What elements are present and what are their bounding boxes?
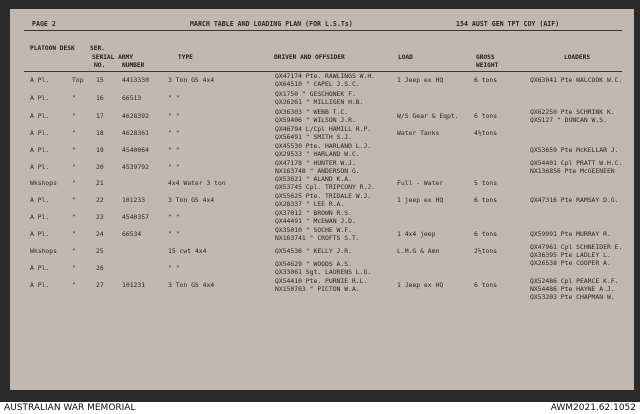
vehicle-type-cell: " " [168, 94, 180, 102]
top-cell: " [72, 213, 76, 221]
loader-cell: QX63041 Pte WALCOOK W.C. [530, 76, 623, 84]
loader-cell: QX53659 Pte McKELLAR J. [530, 146, 619, 154]
serial-cell: 15 [96, 76, 104, 84]
loader-cell: QX62250 Pte SCHRINK K. [530, 108, 615, 116]
load-cell: W/S Gear & Eqpt. [397, 112, 459, 120]
vehicle-type-cell: 3 Ton GS 4x4 [168, 281, 215, 289]
platoon-cell: A Pl. [30, 163, 50, 171]
gross-weight-cell: 6 tons [474, 76, 498, 84]
gross-weight-cell: 5 tons [474, 179, 498, 187]
header-ser: SER. [90, 45, 105, 52]
vehicle-type-cell: " " [168, 112, 180, 120]
header-number: NUMBER [122, 62, 145, 69]
driver-cell: QX59406 " WILSON J.R. [275, 116, 356, 124]
top-cell: " [72, 112, 76, 120]
header-weight: WEIGHT [476, 62, 499, 69]
top-cell: " [72, 230, 76, 238]
vehicle-type-cell: 3 Ton GS 4x4 [168, 196, 215, 204]
platoon-cell: A Pl. [30, 196, 50, 204]
vehicle-type-cell: " " [168, 163, 180, 171]
army-number-cell: 4540064 [122, 146, 149, 154]
gross-weight-cell: 2½tons [474, 247, 498, 255]
serial-cell: 19 [96, 146, 104, 154]
load-cell: 1 Jeep ex HQ [397, 76, 444, 84]
page-number: PAGE 2 [32, 20, 56, 28]
driver-cell: QX33061 Sgt. LAURENS L.G. [275, 268, 372, 276]
top-cell: " [72, 247, 76, 255]
loader-cell: QX5127 " DUNCAN W.S. [530, 116, 607, 124]
driver-cell: QX47174 Pte. RAWLINGS W.H. [275, 72, 376, 80]
driver-cell: QX26261 " MILLIGEN H.B. [275, 98, 364, 106]
platoon-cell: A Pl. [30, 129, 50, 137]
load-cell: Full - Water [397, 179, 444, 187]
driver-cell: QX56491 " SMITH S.J. [275, 133, 352, 141]
top-cell: " [72, 196, 76, 204]
serial-cell: 26 [96, 264, 104, 272]
loader-cell: QX47316 Pte RAMSAY D.G. [530, 196, 619, 204]
army-number-cell: 4628361 [122, 129, 149, 137]
driver-cell: NX163748 " ANDERSON G. [275, 167, 360, 175]
gross-weight-cell: 6 tons [474, 230, 498, 238]
loader-cell: QX47961 Cpl SCHNEIDER E. [530, 243, 623, 251]
loader-cell: QX54401 Cpl PRATT W.H.C. [530, 159, 623, 167]
platoon-cell: A Pl. [30, 281, 50, 289]
header-gross: GROSS [476, 54, 495, 61]
vehicle-type-cell: " " [168, 146, 180, 154]
army-number-cell: 101231 [122, 281, 146, 289]
driver-cell: NX163741 " CROFTS S.T. [275, 234, 360, 242]
top-cell: " [72, 94, 76, 102]
driver-cell: QX55625 Pte. TRIDALE W.J. [275, 192, 372, 200]
driver-cell: QX53621 " ALAND K.A. [275, 175, 352, 183]
driver-cell: QX44491 " McEWAN J.D. [275, 217, 356, 225]
vehicle-type-cell: " " [168, 264, 180, 272]
driver-cell: QX45530 Pte. HARLAND L.J. [275, 142, 372, 150]
platoon-cell: A Pl. [30, 146, 50, 154]
header-loaders: LOADERS [564, 54, 591, 61]
header-driver: DRIVER AND OFFSIDER [274, 54, 345, 61]
gross-weight-cell: 6 tons [474, 281, 498, 289]
gross-weight-cell: 4½tons [474, 129, 498, 137]
top-cell: Top [72, 76, 84, 84]
driver-cell: QX54629 " WOODS A.S. [275, 260, 352, 268]
load-cell: L.M.G & Amn [397, 247, 440, 255]
serial-cell: 17 [96, 112, 104, 120]
header-rule-top [24, 30, 622, 31]
top-cell: " [72, 264, 76, 272]
header-serial: SERIAL ARMY [92, 54, 133, 61]
driver-cell: NX150763 " PICTON W.A. [275, 285, 360, 293]
load-cell: 1 4x4 jeep [397, 230, 436, 238]
serial-cell: 20 [96, 163, 104, 171]
top-cell: " [72, 163, 76, 171]
driver-cell: QX47178 " HUNTER W.J. [275, 159, 356, 167]
platoon-cell: A Pl. [30, 230, 50, 238]
gross-weight-cell: 6 tons [474, 196, 498, 204]
army-number-cell: 66513 [122, 94, 142, 102]
army-number-cell: 4413330 [122, 76, 149, 84]
driver-cell: QX53745 Cpl. TRIPCONY R.J. [275, 183, 376, 191]
driver-cell: QX28337 " LEE R.A. [275, 200, 345, 208]
loader-cell: QX59991 Pte MURRAY R. [530, 230, 611, 238]
driver-cell: QX1750 " GESCHONEK F. [275, 90, 356, 98]
footer-credit: AUSTRALIAN WAR MEMORIAL [4, 403, 136, 413]
driver-cell: QX54410 Pte. PURNIE R.L. [275, 277, 368, 285]
serial-cell: 16 [96, 94, 104, 102]
load-cell: 1 Jeep ex HQ [397, 281, 444, 289]
driver-cell: QX29533 " HARLAND W.C. [275, 150, 360, 158]
platoon-cell: A Pl. [30, 94, 50, 102]
loader-cell: QX36395 Pte LADLEY L. [530, 251, 611, 259]
driver-cell: QX54536 " KELLY J.R. [275, 247, 352, 255]
top-cell: " [72, 129, 76, 137]
platoon-cell: A Pl. [30, 76, 50, 84]
platoon-cell: A Pl. [30, 213, 50, 221]
vehicle-type-cell: 15 cwt 4x4 [168, 247, 207, 255]
platoon-cell: Wkshops [30, 179, 57, 187]
gross-weight-cell: 6 tons [474, 112, 498, 120]
header-type: TYPE [178, 54, 193, 61]
archive-footer [0, 402, 640, 414]
vehicle-type-cell: 4x4 Water 3 ton [168, 179, 226, 187]
driver-cell: QX37012 " BROWN R.S. [275, 209, 352, 217]
serial-cell: 25 [96, 247, 104, 255]
platoon-cell: Wkshops [30, 247, 57, 255]
footer-reference: AWM2021.62.1052 [550, 403, 636, 413]
document-title: MARCH TABLE AND LOADING PLAN (FOR L.S.Ts) [190, 20, 353, 28]
header-load: LOAD [398, 54, 413, 61]
serial-cell: 27 [96, 281, 104, 289]
vehicle-type-cell: " " [168, 129, 180, 137]
loader-cell: QX52486 Cpl PEARCE K.F. [530, 277, 619, 285]
document-page [10, 9, 634, 390]
driver-cell: QX64510 " CAPEL J.S.C. [275, 80, 360, 88]
serial-cell: 23 [96, 213, 104, 221]
driver-cell: QX36303 " WEBB T.C. [275, 108, 349, 116]
driver-cell: QX35010 " SOCHE W.F. [275, 226, 352, 234]
platoon-cell: A Pl. [30, 112, 50, 120]
top-cell: " [72, 146, 76, 154]
top-cell: " [72, 179, 76, 187]
serial-cell: 18 [96, 129, 104, 137]
serial-cell: 22 [96, 196, 104, 204]
serial-cell: 21 [96, 179, 104, 187]
header-no: NO. [94, 62, 106, 69]
loader-cell: QX26538 Pte COOPER A. [530, 259, 611, 267]
driver-cell: QX46794 L/Cpl HAMILL R.P. [275, 125, 372, 133]
unit-name: 154 AUST GEN TPT COY (AIF) [456, 20, 560, 28]
vehicle-type-cell: " " [168, 213, 180, 221]
top-cell: " [72, 281, 76, 289]
load-cell: Water Tanks [397, 129, 440, 137]
vehicle-type-cell: 3 Ton GS 4x4 [168, 76, 215, 84]
army-number-cell: 66534 [122, 230, 142, 238]
loader-cell: NX54486 Pte HAYNE A.J. [530, 285, 615, 293]
army-number-cell: 101233 [122, 196, 146, 204]
load-cell: 1 jeep ex HQ [397, 196, 444, 204]
loader-cell: NX136856 Pte McGEENEEN [530, 167, 615, 175]
army-number-cell: 4628392 [122, 112, 149, 120]
vehicle-type-cell: " " [168, 230, 180, 238]
header-platoon: PLATOON DESK [30, 45, 75, 52]
loader-cell: QX53203 Pte CHAPMAN W. [530, 293, 615, 301]
platoon-cell: A Pl. [30, 264, 50, 272]
army-number-cell: 4540357 [122, 213, 149, 221]
serial-cell: 24 [96, 230, 104, 238]
army-number-cell: 4539792 [122, 163, 149, 171]
